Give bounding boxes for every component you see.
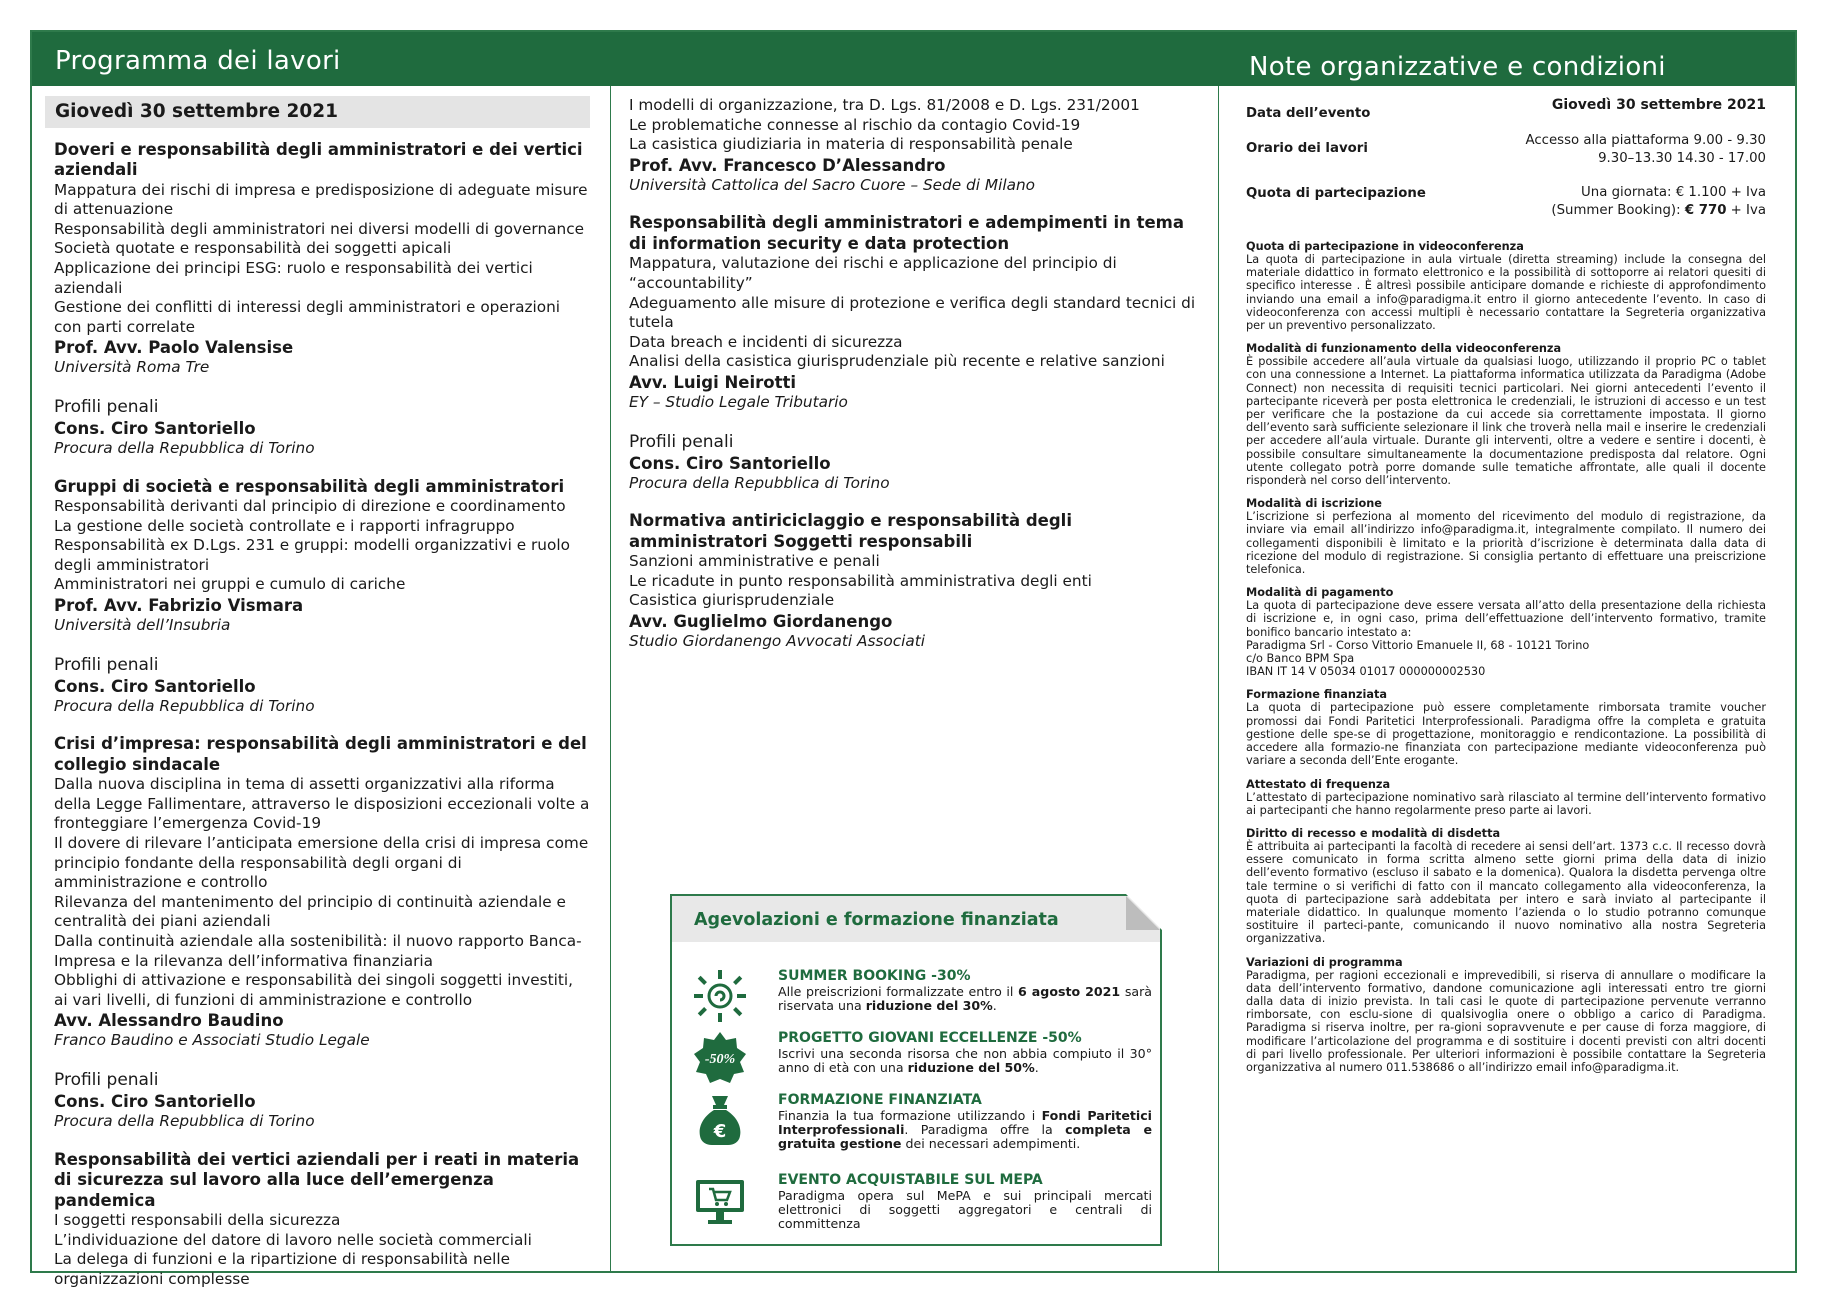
- topic-item: Dalla nuova disciplina in tema di assetti organizzativi alla riforma della Legge Fallimentare, attraverso le disposizioni eccezionali volte a fronteggiare l’emergenza Covid-19: [54, 775, 590, 833]
- session-title: Responsabilità dei vertici aziendali per i reati in materia di sicurezza sul lavoro alla luce dell’emergenza pandemica: [54, 1149, 580, 1210]
- note-text: La quota di partecipazione può essere completamente rimborsata tramite voucher promossi dai Fondi Paritetici Interprofessionali. Paradigma offre la completa e gratuita gestione delle spe-se di progettazione, monitoraggio e rendicontazione. La possibilità di accedere alla formazio-ne finanziata con partecipazione mediante videoconferenza può variare a seconda dell’Ente erogante.: [1246, 701, 1766, 768]
- topic-item: Mappatura, valutazione dei rischi e applicazione del principio di “accountability”: [629, 254, 1117, 292]
- note-title: Quota di partecipazione in videoconferenza: [1246, 240, 1524, 253]
- fee-value: [1551, 184, 1766, 220]
- speaker-name: Cons. Ciro Santoriello: [54, 1091, 256, 1111]
- benefit-desc: .: [992, 998, 997, 1013]
- benefit-desc: dei necessari adempimenti.: [901, 1136, 1081, 1151]
- note-body: [1246, 355, 1766, 487]
- benefit-desc: Finanzia la tua formazione utilizzando i: [778, 1108, 1042, 1123]
- topic-item: Responsabilità ex D.Lgs. 231 e gruppi: modelli organizzativi e ruolo degli amministratori: [54, 536, 570, 574]
- speaker-affiliation: EY – Studio Legale Tributario: [629, 392, 848, 411]
- note-title: Modalità di pagamento: [1246, 586, 1394, 600]
- note-body: [1246, 253, 1766, 332]
- topic-item: Amministratori nei gruppi e cumulo di cariche: [54, 575, 406, 594]
- speaker-affiliation: Università dell’Insubria: [54, 616, 231, 634]
- note-text: È attribuita ai partecipanti la facoltà di recedere ai sensi dell’art. 1373 c.c. Il recesso dovrà essere comunicato in forma scritta almeno sette giorni prima della data di inizio dell’evento formativo (escluso il sabato e la domenica). Qualora la disdetta pervenga oltre tale termine o si verifichi di fatto con il mancato collegamento alla videoconferenza, la quota di partecipazione sarà addebitata per intero e sarà inviato al partecipante il materiale didattico. In qualunque momento l’azienda o lo studio potranno comunque sostituire il parteci-pante, comunicando il nuovo nominativo alla nostra Segreteria organizzativa.: [1246, 839, 1766, 946]
- fee-line-2: [1551, 202, 1766, 220]
- topic-item: Dalla continuità aziendale alla sostenibilità: il nuovo rapporto Banca-Impresa e la rilevanza dell’informativa finanziaria: [54, 931, 582, 970]
- benefits-box: [670, 894, 1162, 1246]
- hours-label: Orario dei lavori: [1246, 141, 1368, 156]
- hours-row: [1246, 132, 1766, 184]
- speaker-affiliation: Studio Giordanengo Avvocati Associati: [629, 631, 926, 650]
- session-title: Crisi d’impresa: responsabilità degli amministratori e del collegio sindacale: [54, 734, 587, 774]
- session-title: Normativa antiriciclaggio e responsabilità degli amministratori Soggetti responsabili: [629, 511, 1072, 551]
- fee-label: Quota di partecipazione: [1246, 186, 1426, 201]
- speaker-affiliation: Procura della Repubblica di Torino: [629, 473, 890, 492]
- session-title: Profili penali: [54, 396, 159, 417]
- speaker-name: Cons. Ciro Santoriello: [629, 453, 831, 473]
- date-row: [1246, 96, 1766, 132]
- topic-item: La delega di funzioni e la ripartizione di responsabilità nelle organizzazioni complesse: [54, 1250, 511, 1288]
- note-block: [1246, 342, 1766, 487]
- fee-vat: + Iva: [1726, 203, 1766, 218]
- speaker-name: Prof. Avv. Fabrizio Vismara: [54, 596, 304, 615]
- note-block: [1246, 778, 1766, 817]
- topic-item: Mappatura dei rischi di impresa e predisposizione di adeguate misure di attenuazione: [54, 180, 588, 219]
- session-block: [629, 431, 1201, 494]
- speaker-name: Cons. Ciro Santoriello: [54, 418, 256, 438]
- session-block: [54, 654, 590, 717]
- note-body: [1246, 701, 1766, 767]
- column-divider: [1218, 86, 1219, 1273]
- note-title: Diritto di recesso e modalità di disdetta: [1246, 826, 1501, 840]
- session-block: [54, 1150, 590, 1290]
- session-block: [629, 96, 1201, 195]
- benefit-desc: sarà riservata una: [778, 984, 1152, 1013]
- speaker-affiliation: Procura della Repubblica di Torino: [54, 438, 315, 457]
- payment-detail: c/o Banco BPM Spa: [1246, 652, 1355, 666]
- session-block: [629, 511, 1201, 651]
- speaker-affiliation: Procura della Repubblica di Torino: [54, 1111, 315, 1130]
- note-block: [1246, 240, 1766, 332]
- note-body: [1246, 840, 1766, 946]
- topic-item: Gestione dei conflitti di interessi degli amministratori e operazioni con parti correlate: [54, 298, 561, 336]
- note-text: L’attestato di partecipazione nominativo sarà rilasciato al termine dell’intervento formativo ai partecipanti che hanno regolarmente preso parte ai lavori.: [1246, 790, 1766, 817]
- note-block: [1246, 497, 1766, 576]
- speaker-name: Avv. Luigi Neirotti: [629, 372, 797, 392]
- topic-item: La gestione delle società controllate e i rapporti infragruppo: [54, 516, 515, 535]
- topic-item: I soggetti responsabili della sicurezza: [54, 1211, 341, 1229]
- speaker-name: Prof. Avv. Francesco D’Alessandro: [629, 155, 946, 175]
- benefit-text: [778, 1030, 1152, 1075]
- hours-line-1: Accesso alla piattaforma 9.00 - 9.30: [1525, 133, 1766, 148]
- speaker-affiliation: Università Roma Tre: [54, 358, 210, 377]
- note-body: [1246, 969, 1766, 1075]
- benefit-heading: SUMMER BOOKING -30%: [778, 968, 971, 984]
- speaker-name: Avv. Alessandro Baudino: [54, 1011, 284, 1031]
- benefit-desc: . Paradigma offre la: [904, 1122, 1066, 1137]
- topic-item: Il dovere di rilevare l’anticipata emersione della crisi di impresa come principio fondante della responsabilità degli organi di amministrazione e controllo: [54, 833, 589, 892]
- topic-item: Rilevanza del mantenimento del principio di continuità aziendale e centralità dei piani aziendali: [54, 892, 566, 931]
- corner-fold-shadow: [1126, 896, 1160, 930]
- benefit-heading: EVENTO ACQUISTABILE SUL MEPA: [778, 1172, 1043, 1188]
- session-block: [54, 396, 590, 459]
- note-title: Modalità di iscrizione: [1246, 497, 1382, 511]
- note-title: Modalità di funzionamento della videoconferenza: [1246, 342, 1562, 356]
- note-body: [1246, 599, 1766, 678]
- topic-item: La casistica giudiziaria in materia di responsabilità penale: [629, 135, 1073, 154]
- benefit-desc: Alle preiscrizioni formalizzate entro il: [778, 984, 1019, 999]
- topic-item: Le ricadute in punto responsabilità amministrativa degli enti: [629, 571, 1092, 590]
- note-text: La quota di partecipazione deve essere versata all’atto della presentazione della richiesta di iscrizione e, in ogni caso, prima dell’effettuazione dell’intervento formativo, tramite bonifico bancario intestato a:: [1246, 599, 1766, 639]
- topic-item: Sanzioni amministrative e penali: [629, 552, 880, 571]
- program-middle-column: [629, 96, 1201, 670]
- note-block: [1246, 586, 1766, 678]
- fee-row: [1246, 184, 1766, 238]
- speaker-affiliation: Franco Baudino e Associati Studio Legale: [54, 1031, 370, 1050]
- benefit-heading: PROGETTO GIOVANI ECCELLENZE -50%: [778, 1030, 1082, 1046]
- session-title: Profili penali: [54, 654, 159, 675]
- hours-value: [1526, 132, 1767, 168]
- payment-detail: Paradigma Srl - Corso Vittorio Emanuele II, 68 - 10121 Torino: [1246, 638, 1590, 652]
- note-block: [1246, 688, 1766, 767]
- session-title: Gruppi di società e responsabilità degli amministratori: [54, 476, 565, 496]
- session-title: Profili penali: [629, 431, 734, 452]
- event-date: Giovedì 30 settembre 2021: [45, 96, 590, 128]
- topic-item: Applicazione dei principi ESG: ruolo e responsabilità dei vertici aziendali: [54, 258, 533, 297]
- speaker-name: Avv. Guglielmo Giordanengo: [629, 611, 893, 631]
- program-title: Programma dei lavori: [55, 46, 341, 76]
- date-value: Giovedì 30 settembre 2021: [1551, 97, 1766, 113]
- column-divider: [610, 86, 611, 1273]
- session-block: [54, 1069, 590, 1132]
- sessions-list: [45, 140, 590, 1290]
- benefit-text: [778, 1172, 1152, 1231]
- money-bag-icon: [692, 1092, 748, 1148]
- benefit-highlight: 6 agosto 2021: [1018, 984, 1121, 999]
- benefits-title: Agevolazioni e formazione finanziata: [694, 910, 1059, 930]
- speaker-name: Prof. Avv. Paolo Valensise: [54, 338, 294, 358]
- benefit-highlight: riduzione del 50%: [907, 1060, 1035, 1075]
- discount-badge-text: -50%: [704, 1052, 736, 1067]
- speaker-affiliation: Università Cattolica del Sacro Cuore – Sede di Milano: [629, 175, 1036, 194]
- speaker-name: Cons. Ciro Santoriello: [54, 676, 256, 696]
- benefit-heading: FORMAZIONE FINANZIATA: [778, 1092, 982, 1108]
- note-text: L’iscrizione si perfeziona al momento del ricevimento del modulo di registrazione, da inviare via email all’indirizzo info@paradigma.it, integralmente compilato. Il numero dei collegamenti disponibili è limitato e la priorità d’iscrizione è determinata dalla data di ricezione del modulo di registrazione. Si consiglia pertanto di effettuare una preiscrizione telefonica.: [1246, 510, 1766, 577]
- note-block: [1246, 956, 1766, 1075]
- topic-item: Analisi della casistica giurisprudenziale più recente e relative sanzioni: [629, 352, 1165, 371]
- note-body: [1246, 791, 1766, 817]
- discount-badge-icon: [692, 1030, 748, 1086]
- fee-summer-price: € 770: [1684, 203, 1727, 218]
- session-block: [54, 734, 590, 1051]
- euro-symbol: €: [713, 1121, 727, 1142]
- session-block: [54, 477, 590, 636]
- session-title: Profili penali: [54, 1069, 159, 1090]
- topic-item: Data breach e incidenti di sicurezza: [629, 332, 903, 351]
- note-block: [1246, 827, 1766, 946]
- cart-monitor-icon: [692, 1172, 748, 1228]
- program-left-column: [45, 96, 590, 1307]
- benefit-text: [778, 968, 1152, 1013]
- fee-summer-label: (Summer Booking):: [1551, 203, 1685, 218]
- note-text: È possibile accedere all’aula virtuale da qualsiasi luogo, utilizzando il proprio PC o tablet con una connessione a Internet. La piattaforma informatica utilizzata da Paradigma (Adobe Connect) non necessita di requisiti tecnici particolari. Nei giorni antecedenti l’evento il partecipante riceverà per posta elettronica le credenziali, le istruzioni di accesso e un test per verificare che la postazione da cui accede sia correttamente impostata. Il giorno dell’evento sarà sufficiente selezionare il link che troverà nella mail e inserire le credenziali per accedere all’aula virtuale. Durante gli interventi, oltre a vedere e sentire i docenti, è possibile consultare simultaneamente la documentazione predisposta dal relatore. Ogni utente collegato potrà porre domande sulle tematiche affrontate, alle quali il docente risponderà nel corso dell’intervento.: [1246, 355, 1766, 488]
- benefit-text: [778, 1092, 1152, 1151]
- benefit-desc: .: [1034, 1060, 1039, 1075]
- benefit-highlight: riduzione del 30%: [865, 998, 993, 1013]
- sessions-list: [629, 96, 1201, 652]
- note-body: [1246, 510, 1766, 576]
- topic-item: L’individuazione del datore di lavoro nelle società commerciali: [54, 1230, 532, 1249]
- topic-item: Casistica giurisprudenziale: [629, 591, 835, 610]
- sun-icon: [692, 968, 748, 1024]
- note-title: Attestato di frequenza: [1246, 777, 1391, 791]
- benefit-desc: Paradigma opera sul MePA e sui principali mercati elettronici di soggetti aggregatori e centrali di committenza: [778, 1188, 1152, 1231]
- topic-item: Società quotate e responsabilità dei soggetti apicali: [54, 239, 452, 258]
- topic-item: Responsabilità derivanti dal principio di direzione e coordinamento: [54, 497, 566, 516]
- topic-item: Responsabilità degli amministratori nei diversi modelli di governance: [54, 219, 585, 238]
- topic-item: Obblighi di attivazione e responsabilità dei singoli soggetti investiti, ai vari livelli, di funzioni di amministrazione e controllo: [54, 971, 573, 1009]
- topic-item: Adeguamento alle misure di protezione e verifica degli standard tecnici di tutela: [629, 293, 1196, 332]
- notes-column: [1246, 96, 1766, 1084]
- note-title: Variazioni di programma: [1246, 955, 1403, 969]
- session-title: Doveri e responsabilità degli amministratori e dei vertici aziendali: [54, 139, 583, 180]
- fee-line-1: Una giornata: € 1.100 + Iva: [1581, 185, 1766, 200]
- note-title: Formazione finanziata: [1246, 688, 1388, 702]
- session-block: [629, 213, 1201, 412]
- hours-line-2: 9.30–13.30 14.30 - 17.00: [1598, 151, 1766, 166]
- note-text: Paradigma, per ragioni eccezionali e imprevedibili, si riserva di annullare o modificare la data dell’intervento formativo, dandone comunicazione agli interessati entro tre giorni dalla data di inizio prevista. In tali casi le quote di partecipazione pervenute verranno rimborsate, con esclu-sione di qualsivoglia onere o obbligo a carico di Paradigma. Paradigma si riserva inoltre, per ra-gioni sopravvenute e per cause di forza maggiore, di modificare l’articolazione del programma e di sostituire i docenti previsti con altri docenti di pari livello professionale. Per ulteriori informazioni è possibile contattare la Segreteria organizzativa al numero 011.538686 o all’indirizzo email info@paradigma.it.: [1246, 968, 1766, 1074]
- benefit-desc: Iscrivi una seconda risorsa che non abbia compiuto il 30° anno di età con una: [778, 1046, 1152, 1075]
- benefit-highlight: completa e gratuita gestione: [778, 1122, 1152, 1151]
- session-title: Responsabilità degli amministratori e adempimenti in tema di information security e data protection: [629, 213, 1184, 253]
- topic-item: Le problematiche connesse al rischio da contagio Covid-19: [629, 115, 1081, 134]
- session-block: [54, 140, 590, 378]
- speaker-affiliation: Procura della Repubblica di Torino: [54, 696, 315, 715]
- notes-title: Note organizzative e condizioni: [1249, 52, 1666, 82]
- note-text: La quota di partecipazione in aula virtuale (diretta streaming) include la consegna del materiale didattico in formato elettronico e la possibilità di sottoporre ai relatori quesiti di specifico interesse . È altresì possibile anticipare domande e richieste di approfondimento inviando una email a info@paradigma.it entro il giorno antecedente l’evento. In caso di videoconferenza con accessi multipli è necessario contattare la Segreteria organizzativa per un preventivo personalizzato.: [1246, 253, 1766, 333]
- notes-list: [1246, 240, 1766, 1074]
- topic-item: I modelli di organizzazione, tra D. Lgs. 81/2008 e D. Lgs. 231/2001: [629, 96, 1140, 114]
- benefit-highlight: Fondi Paritetici Interprofessionali: [778, 1108, 1152, 1137]
- payment-detail: IBAN IT 14 V 05034 01017 000000002530: [1246, 665, 1486, 679]
- date-label: Data dell’evento: [1246, 106, 1371, 121]
